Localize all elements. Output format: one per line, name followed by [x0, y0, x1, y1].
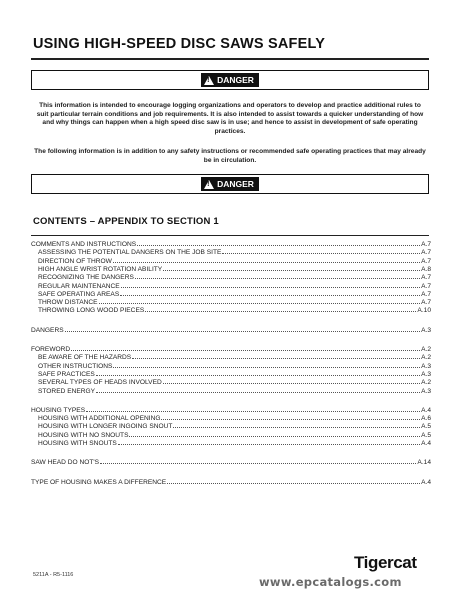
toc-leader-dots [167, 483, 420, 484]
toc-leader-dots [71, 350, 420, 351]
toc-leader-dots [100, 463, 416, 464]
toc-entry-title: DIRECTION OF THROW [38, 257, 112, 265]
danger-text: DANGER [217, 179, 254, 189]
toc-entry-page: A.7 [421, 282, 431, 290]
title-rule [31, 58, 429, 60]
toc-entry [31, 458, 431, 467]
toc-entry-title: HOUSING WITH NO SNOUTS [38, 431, 129, 439]
toc-entry-title: BE AWARE OF THE HAZARDS [38, 354, 132, 362]
toc-entry-page: A.7 [421, 249, 431, 257]
toc-entry-page: A.4 [421, 478, 431, 486]
toc-entry-title: SAFE OPERATING AREAS [38, 290, 120, 298]
toc-entry-title: ASSESSING THE POTENTIAL DANGERS ON THE JOB SITE [38, 249, 222, 257]
toc-entry-title: SAFE PRACTICES [38, 370, 95, 378]
toc-entry-page: A.6 [421, 415, 431, 423]
toc-leader-dots [173, 427, 420, 428]
contents-rule [31, 235, 429, 236]
toc-entry-page: A.5 [421, 431, 431, 439]
danger-banner-top [31, 70, 429, 90]
toc-entry-title: OTHER INSTRUCTIONS [38, 362, 113, 370]
toc-leader-dots [135, 278, 420, 279]
toc-entry-page: A.7 [421, 274, 431, 282]
toc-leader-dots [121, 287, 420, 288]
toc-entry-page: A.14 [417, 459, 431, 467]
toc-entry-page: A.4 [421, 406, 431, 414]
toc-leader-dots [99, 303, 421, 304]
intro-paragraph: This information is intended to encourage logging organizations and operators to develop and practice additional rules to suit particular terrain conditions and job requirements. It is also intended to assist towards a quicker understanding of how and why things can happen when a high speed disc saw is in use; and hence to assist in development of safe operating practices. [36, 102, 424, 135]
warning-triangle-icon: ! [204, 76, 214, 85]
toc-entry-title: COMMENTS AND INSTRUCTIONS [31, 241, 137, 248]
toc-entry-title: HOUSING WITH LONGER INGOING SNOUT [38, 423, 173, 431]
toc-leader-dots [132, 358, 420, 359]
toc-leader-dots [137, 245, 420, 246]
toc-leader-dots [118, 444, 420, 445]
toc-entry-title: FOREWORD [31, 346, 71, 353]
toc-entry-title: SEVERAL TYPES OF HEADS INVOLVED [38, 379, 162, 387]
toc-entry-title: RECOGNIZING THE DANGERS [38, 274, 134, 282]
toc-entry-title: THROWING LONG WOOD PIECES [38, 307, 145, 315]
toc-leader-dots [120, 295, 420, 296]
toc-entry-title: THROW DISTANCE [38, 299, 98, 307]
toc-entry-page: A.3 [421, 362, 431, 370]
toc-entry-page: A.2 [421, 379, 431, 387]
toc-entry-title: STORED ENERGY [38, 387, 96, 395]
toc-entry-page: A.7 [421, 257, 431, 265]
toc-entry-page: A.7 [421, 299, 431, 307]
tigercat-logo: Tigercat [354, 553, 417, 572]
toc-entry-page: A.5 [421, 423, 431, 431]
toc-leader-dots [65, 331, 420, 332]
toc-entry-page: A.2 [421, 346, 431, 353]
toc-entry-title: SAW HEAD DO NOT'S [31, 459, 100, 467]
toc-entry-page: A.10 [417, 307, 431, 315]
danger-text: DANGER [217, 75, 254, 85]
toc-entry [31, 478, 431, 487]
toc-entry-title: HOUSING TYPES [31, 406, 86, 414]
toc-entry-page: A.7 [421, 290, 431, 298]
toc-entry-page: A.7 [421, 241, 431, 248]
toc-entry [38, 387, 431, 396]
toc-leader-dots [129, 436, 420, 437]
toc-entry-title: HIGH ANGLE WRIST ROTATION ABILITY [38, 265, 163, 273]
toc-entry-title: HOUSING WITH SNOUTS [38, 440, 117, 447]
toc-entry-page: A.8 [421, 265, 431, 273]
toc-leader-dots [96, 375, 420, 376]
toc-entry-page: A.4 [421, 440, 431, 447]
toc-entry-page: A.3 [421, 326, 431, 334]
toc-leader-dots [113, 367, 420, 368]
danger-banner-bottom [31, 174, 429, 194]
toc-entry [38, 306, 431, 315]
danger-label [201, 177, 259, 191]
toc-leader-dots [96, 392, 420, 393]
toc-entry-page: A.3 [421, 370, 431, 378]
page-title: USING HIGH-SPEED DISC SAWS SAFELY [33, 36, 326, 52]
toc-entry-title: REGULAR MAINTENANCE [38, 282, 120, 290]
toc-leader-dots [113, 262, 420, 263]
toc-leader-dots [161, 419, 420, 420]
warning-triangle-icon: ! [204, 180, 214, 189]
contents-title: CONTENTS – APPENDIX TO SECTION 1 [33, 216, 219, 227]
toc-leader-dots [145, 311, 416, 312]
toc-entry-page: A.3 [421, 387, 431, 395]
toc-leader-dots [222, 253, 420, 254]
toc-entry-title: TYPE OF HOUSING MAKES A DIFFERENCE [31, 478, 167, 486]
toc-entry-title: HOUSING WITH ADDITIONAL OPENING [38, 415, 161, 423]
addition-paragraph: The following information is in addition to any safety instructions or recommended safe operating practices that may already be in circulation. [34, 148, 426, 164]
toc-entry [38, 439, 431, 448]
toc-leader-dots [86, 411, 420, 412]
toc-entry [31, 326, 431, 335]
danger-label [201, 73, 259, 87]
doc-code: 5211A - R5-1116 [33, 572, 74, 578]
watermark: www.epcatalogs.com [259, 575, 402, 589]
toc-leader-dots [163, 270, 420, 271]
toc-leader-dots [163, 383, 420, 384]
toc-entry-page: A.2 [421, 354, 431, 362]
toc-entry-title: DANGERS [31, 326, 64, 334]
